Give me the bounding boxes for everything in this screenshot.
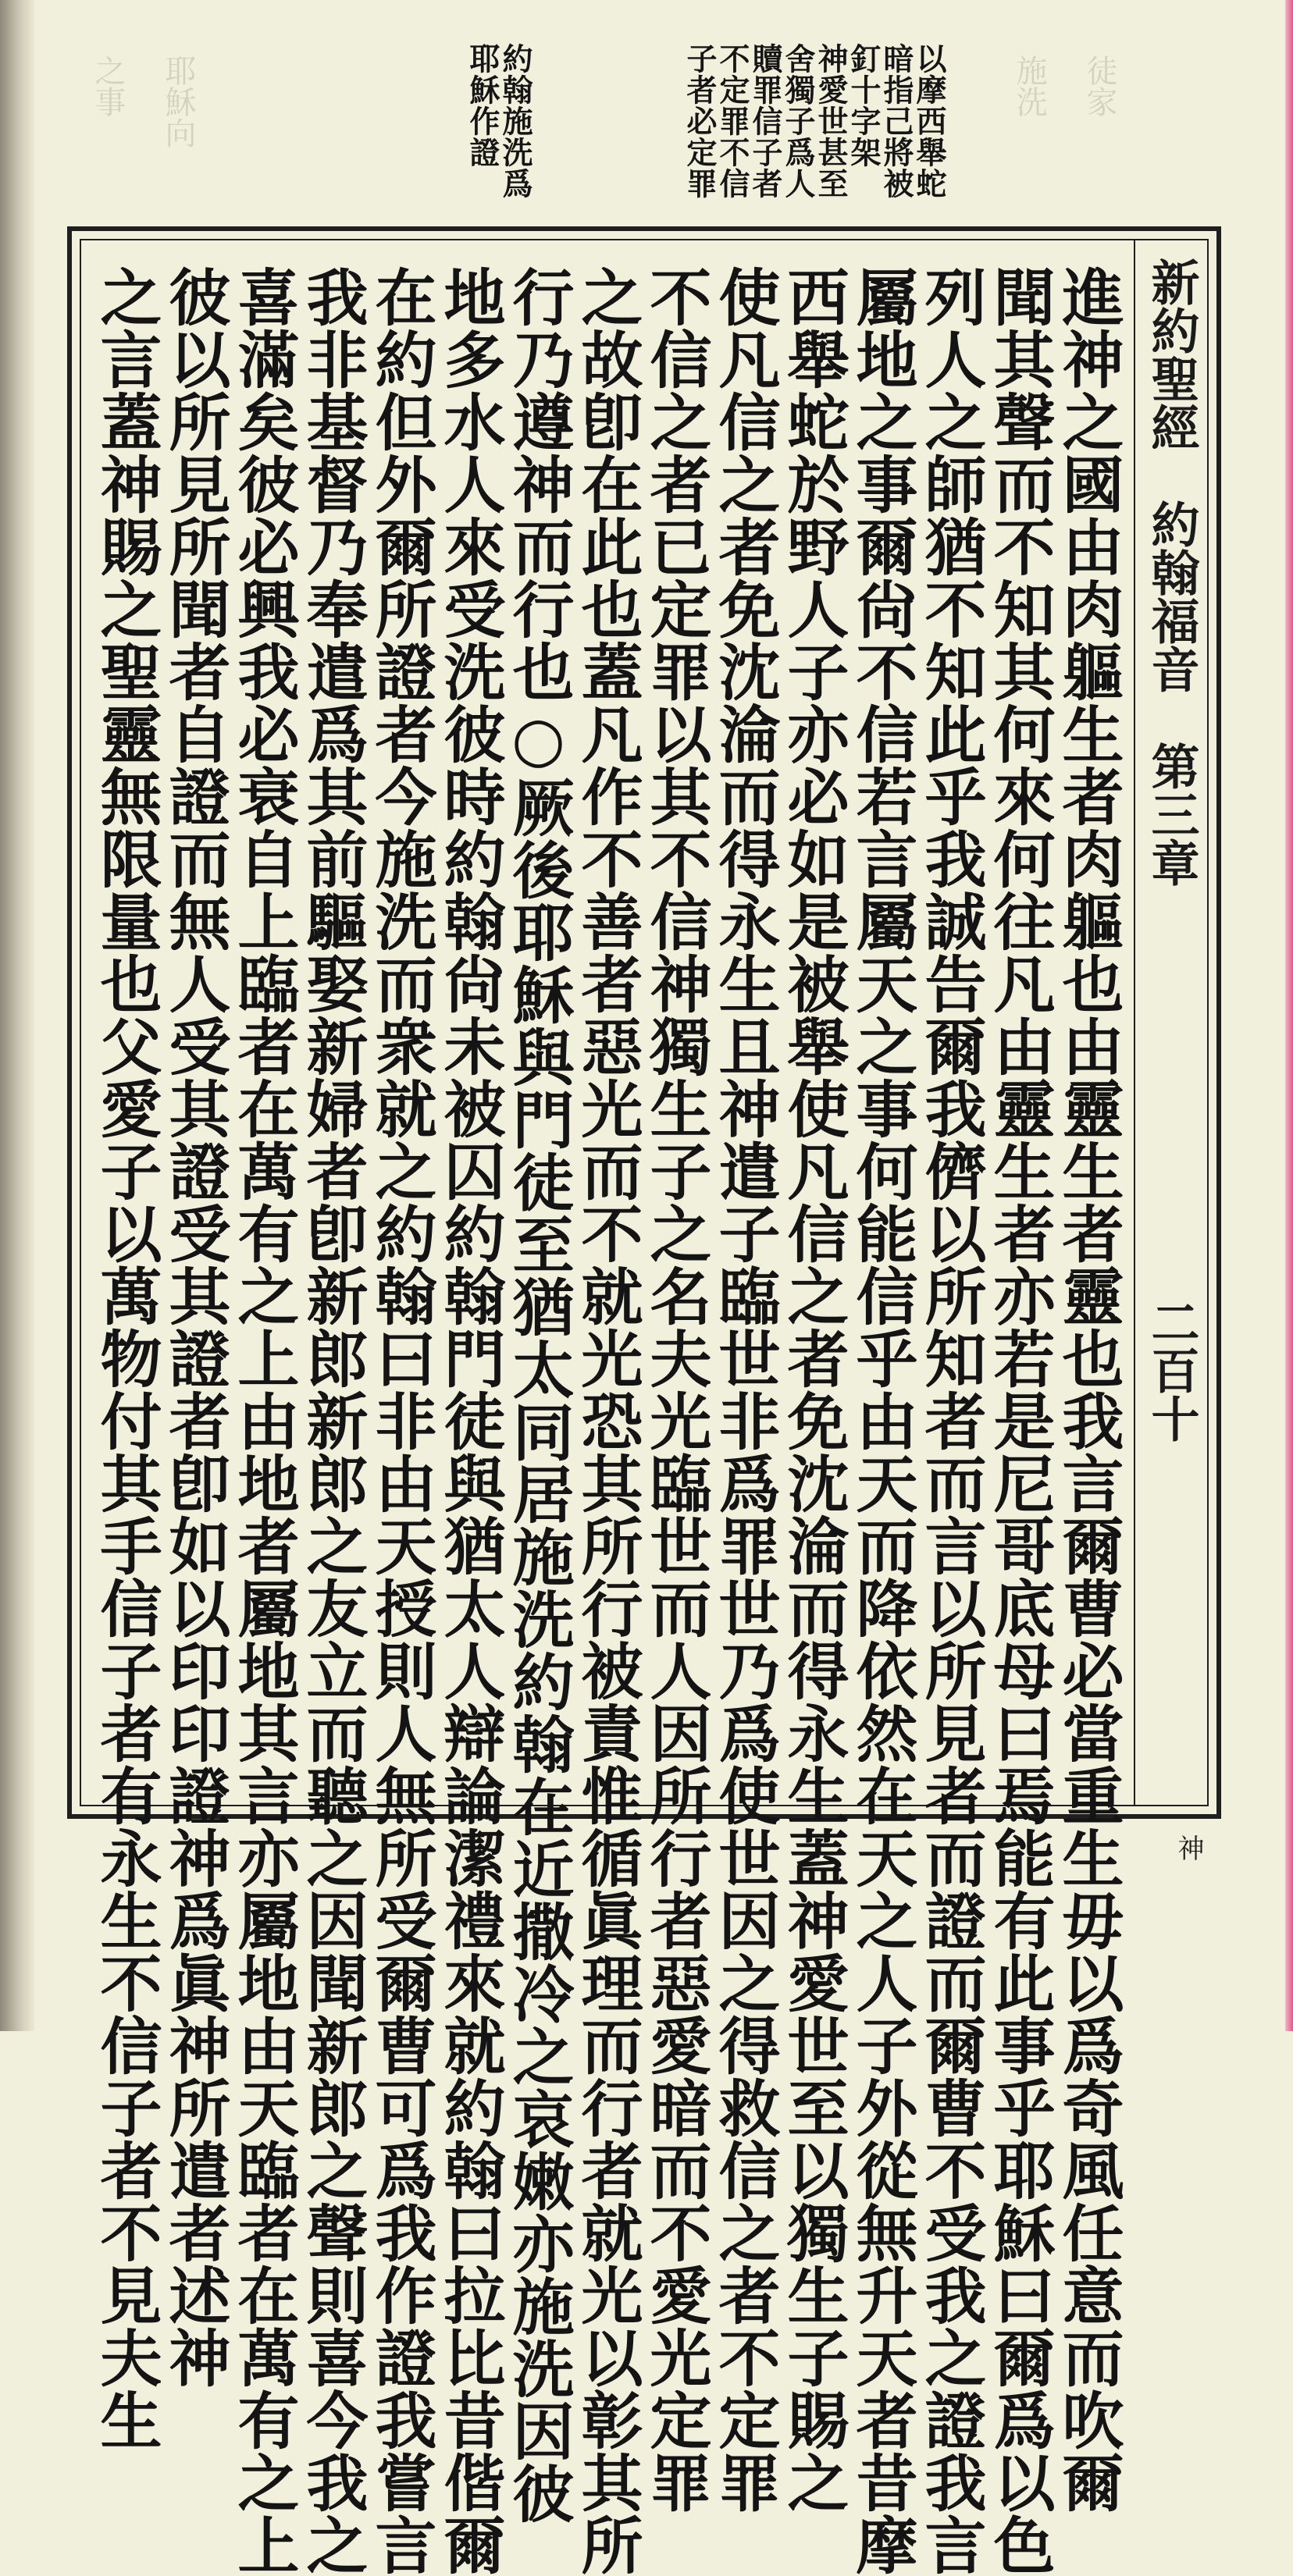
cross-reference: 神愛世甚至 [813, 43, 849, 199]
cross-reference: 約翰施洗爲 [497, 43, 533, 199]
bleed-through-text: 之事 [90, 55, 126, 117]
text-column: 使凡信之者免沈淪而得永生且神遣子臨世非爲罪世乃爲使世因之得救信之者不定罪 [708, 265, 781, 2514]
page-number: 二百十 [1143, 1297, 1200, 1443]
text-column: 行乃遵神而行也○厥後耶穌與門徒至猶太同居施洗約翰在近撒冷之哀嫩亦施洗因彼 [502, 265, 575, 2524]
bleed-through-text: 徒家 [1081, 55, 1117, 117]
text-column: 聞其聲而不知其何來何往凡由靈生者亦若是尼哥底母曰焉能有此事乎耶穌曰爾爲以色 [983, 265, 1056, 2576]
cross-reference: 暗指己將被 [878, 43, 914, 199]
cross-reference: 舍獨子爲人 [780, 43, 816, 199]
bleed-through-text: 耶穌向 [160, 55, 196, 148]
cross-reference: 子者必定罪 [682, 43, 718, 199]
cross-reference: 不定罪不信 [714, 43, 750, 199]
text-column: 之故卽在此也蓋凡作不善者惡光而不就光恐其所行被責惟循眞理而行者就光以彰其所 [571, 265, 643, 2576]
cross-reference: 以摩西舉蛇 [911, 43, 947, 199]
cross-reference: 釘十字架 [846, 43, 882, 168]
text-column: 喜滿矣彼必興我必衰自上臨者在萬有之上由地者屬地其言亦屬地由天臨者在萬有之上 [227, 265, 300, 2576]
text-column: 屬地之事爾尙不信若言屬天之事何能信乎由天而降依然在天之人子外從無升天者昔摩 [846, 265, 918, 2576]
running-header [1143, 258, 1200, 1788]
footer-catchword: 神 [1173, 1834, 1204, 1861]
cross-references [429, 43, 945, 230]
text-column: 不信之者已定罪以其不信神獨生子之名夫光臨世而人因所行者惡愛暗而不愛光定罪 [639, 265, 712, 2514]
text-column: 之言蓋神賜之聖靈無限量也父愛子以萬物付其手信子者有永生不信子者不見夫生 [90, 265, 162, 2451]
text-column: 我非基督乃奉遣爲其前驅娶新婦者卽新郎新郎之友立而聽之因聞新郎之聲則喜今我之 [296, 265, 369, 2576]
bleed-through-text: 施洗 [1011, 55, 1047, 117]
text-column: 西舉蛇於野人子亦必如是被舉使凡信之者免沈淪而得永生蓋神愛世至以獨生子賜之 [777, 265, 850, 2514]
page-edge [1285, 0, 1293, 2031]
cross-reference: 耶穌作證 [465, 43, 500, 168]
header-rule [1134, 239, 1135, 1806]
text-column: 列人之師猶不知此乎我誠告爾我儕以所知者而言以所見者而證而爾曹不受我之證我言 [914, 265, 987, 2576]
text-column: 地多水人來受洗彼時約翰尙未被囚約翰門徒與猶太人辯論潔禮來就約翰曰拉比昔偕爾 [433, 265, 506, 2576]
cross-reference: 贖罪信子者 [747, 43, 783, 199]
book-title: 新約聖經 約翰福音 第三章 [1143, 258, 1200, 887]
book-spine [0, 0, 34, 2031]
text-column: 在約但外爾所證者今施洗而衆就之約翰曰非由天授則人無所受爾曹可爲我作證我嘗言 [365, 265, 437, 2576]
text-column: 彼以所見所聞者自證而無人受其證受其證者卽如以印印證神爲眞神所遣者述神 [159, 265, 231, 2389]
text-column: 進神之國由肉軀生者肉軀也由靈生者靈也我言爾曹必當重生毋以爲奇風任意而吹爾 [1052, 265, 1124, 2514]
